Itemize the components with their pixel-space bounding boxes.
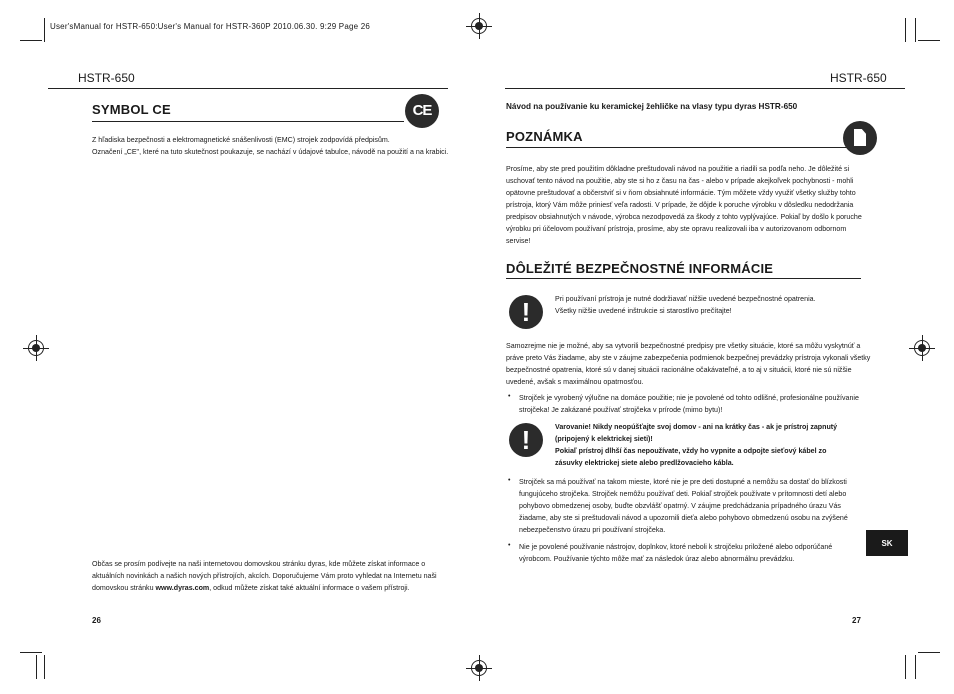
warning-icon-2: ! (509, 423, 543, 457)
print-slug: User'sManual for HSTR-650:User's Manual for HSTR-360P 2010.06.30. 9:29 Page 26 (50, 22, 370, 31)
left-header-label: HSTR-650 (78, 71, 135, 85)
warning-icon-1: ! (509, 295, 543, 329)
warn1-line-1: Pri používaní prístroja je nutné dodržiavať nižšie uvedené bezpečnostné opatrenia. (555, 295, 816, 303)
bullet-2-line-3: pohybovo obmedzenej osoby, buďte obzvlášť opatrný. V záujme predchádzania prípadného úrazu Vás (519, 502, 841, 510)
right-page-number: 27 (852, 616, 861, 625)
warn2-line-3: Pokiaľ prístroj dlhší čas nepoužívate, vždy ho vypnite a odpojte sieťový kábel zo (555, 447, 827, 455)
note-line-6: výrobku pri účelovom používaní prístroja, prosíme, aby ste opravu realizovali iba v autorizovanom odbornom (506, 225, 847, 233)
note-line-7: servise! (506, 237, 531, 245)
bullet-1-mark: • (508, 392, 511, 400)
bullet-3-mark: • (508, 541, 511, 549)
registration-mark-right (914, 340, 930, 356)
warn2-line-2: (pripojený k elektrickej sieti)! (555, 435, 653, 443)
intro-line-1: Samozrejme nie je možné, aby sa vytvorili bezpečnostné predpisy pre všetky situácie, ktoré sa môžu vyskytnúť a (506, 342, 861, 350)
safety-rule (506, 278, 861, 279)
note-line-5: predpisov obsiahnutých v návode, výrobca nezodpovedá za škody z tohto vyplývajúce. Pokiaľ by došlo k poruche (506, 213, 862, 221)
footer-line-2: aktuálních novinkách a našich nových přístrojích, akcích. Doporučujeme Vám proto vyhledat na Internetu naši (92, 572, 437, 580)
bullet-2-line-2: fungujúceho strojčeka. Strojček nemôžu používať deti. Pokiaľ strojček používate v prítomnosti detí alebo (519, 490, 847, 498)
footer-line-3-start: domovskou stránku (92, 584, 156, 592)
note-title: POZNÁMKA (506, 129, 583, 144)
ce-text-line-2: Označení „CE", které na tuto skutečnost poukazuje, se nachází v údajové tabulce, návodě na použití a na krabici. (92, 148, 449, 156)
intro-line-2: práve preto Vás žiadame, aby ste v záujme zabezpečenia podmienok bezpečnej prevádzky prístroja vykonali všetky (506, 354, 871, 362)
ce-mark-icon: CE (405, 94, 439, 128)
bullet-2-mark: • (508, 476, 511, 484)
warn2-line-4: zásuvky elektrickej siete alebo predlžovacieho kábla. (555, 459, 734, 467)
right-header-label: HSTR-650 (830, 71, 887, 85)
dyras-website-link[interactable]: www.dyras.com (155, 584, 210, 592)
bullet-2-line-4: žiadame, aby ste si preštudovali návod a upozornili dieťa alebo pohybovo obmedzenú osobu na zvýšené (519, 514, 848, 522)
right-header-rule (505, 88, 905, 89)
footer-line-1: Občas se prosím podívejte na naši internetovou domovskou stránku dyras, kde můžete získat informace o (92, 560, 426, 568)
ce-text-line-1: Z hľadiska bezpečnosti a elektromagnetické snášenlivosti (EMC) strojek zodpovídá předpisům. (92, 136, 390, 144)
intro-line-4: uvedené, avšak s maximálnou opatrnosťou. (506, 378, 644, 386)
note-rule (506, 147, 861, 148)
language-tab: SK (866, 530, 908, 556)
bullet-1-line-2: strojčeka! Je zakázané používať strojčeka v prírode (mimo bytu)! (519, 406, 723, 414)
note-line-4: prístroja, ktorý Vám môže priniesť veľa radosti. V prípade, že dôjde k poruche výrobku v dôsledku nedodržania (506, 201, 854, 209)
note-line-3: opätovne preštudovať a občerstviť si v ňom obsiahnuté informácie. Tým môžete vždy využiť všetky služby tohto (506, 189, 856, 197)
symbol-ce-rule (92, 121, 404, 122)
bullet-3-line-2: výrobcom. Používanie týchto môže mať za následok úraz alebo abnormálnu prevádzku. (519, 555, 795, 563)
warn1-line-2: Všetky nižšie uvedené inštrukcie si starostlivo prečítajte! (555, 307, 732, 315)
safety-title: DÔLEŽITÉ BEZPEČNOSTNÉ INFORMÁCIE (506, 261, 774, 276)
bullet-2-line-1: Strojček sa má používať na takom mieste, ktoré nie je pre deti dostupné a nemôžu sa dostať do blízkosti (519, 478, 847, 486)
symbol-ce-title: SYMBOL CE (92, 102, 171, 117)
left-page-number: 26 (92, 616, 101, 625)
registration-mark-top (471, 18, 487, 34)
registration-mark-bottom (471, 660, 487, 676)
bullet-1-line-1: Strojček je vyrobený výlučne na domáce použitie; nie je povolené od tohto odlišné, profesionálne používanie (519, 394, 859, 402)
intro-line-3: bezpečnostné opatrenia, ktoré sú v danej situácii racionálne očakávateľné, a to aj v situácii, ktoré nie sú nižšie (506, 366, 852, 374)
manual-title: Návod na používanie ku keramickej žehličke na vlasy typu dyras HSTR-650 (506, 102, 798, 111)
warn2-line-1: Varovanie! Nikdy neopúšťajte svoj domov - ani na krátky čas - ak je prístroj zapnutý (555, 423, 838, 431)
note-paper-icon (843, 121, 877, 155)
footer-line-3-end: , odkud můžete získat také aktuální informace o vašem přístroji. (209, 584, 410, 592)
left-header-rule (48, 88, 448, 89)
note-line-2: uschovať tento návod na použitie, aby ste si ho z času na čas - alebo v prípade akejkoľvek pochybnosti - mohli (506, 177, 854, 185)
registration-mark-left (28, 340, 44, 356)
bullet-3-line-1: Nie je povolené používanie nástrojov, doplnkov, ktoré neboli k strojčeku priložené alebo odporúčané (519, 543, 833, 551)
footer-line-3 (92, 582, 410, 594)
note-line-1: Prosíme, aby ste pred použitím dôkladne preštudovali návod na použitie a riadili sa podľa neho. Je dôležité si (506, 165, 850, 173)
bullet-2-line-5: nebezpečenstvo úrazu pri používaní strojčeka. (519, 526, 666, 534)
